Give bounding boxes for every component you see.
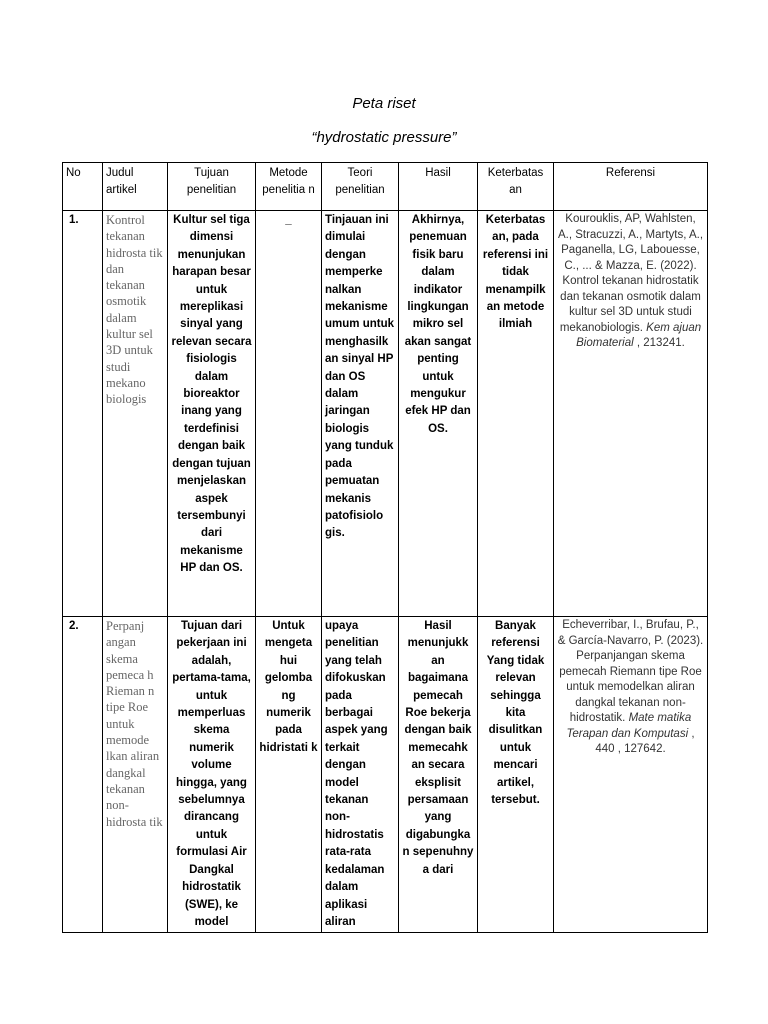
ref-main: Kourouklis, AP, Wahlsten, A., Stracuzzi, A., Martyts, A., Paganella, LG, Labouesse, C., ... & Mazza, E. (2022). Kontrol tekanan hidrostatik dan tekanan osmotik dalam kultur sel 3D untuk studi mekanobiologis. — [557, 213, 704, 334]
cell-keterbatasan: Keterbatas an, pada referensi ini tidak menampilk an metode ilmiah — [478, 211, 554, 617]
cell-metode: Untuk mengeta hui gelomba ng numerik pada hidristati k — [256, 617, 322, 933]
header-tujuan: Tujuan penelitian — [168, 163, 256, 211]
header-no: No — [63, 163, 103, 211]
ref-tail: , 440 , 127642. — [595, 727, 695, 755]
cell-tujuan: Tujuan dari pekerjaan ini adalah, pertama-tama, untuk memperluas skema numerik volume hingga, yang sebelumnya dirancang untuk formulasi Air Dangkal hidrostatik (SWE), ke model — [168, 617, 256, 933]
ref-journal: Mate matika Terapan dan Komputasi — [566, 712, 692, 740]
header-keterbatasan: Keterbatas an — [478, 163, 554, 211]
header-judul: Judul artikel — [103, 163, 168, 211]
cell-hasil: Akhirnya, penemuan fisik baru dalam indikator lingkungan mikro sel akan sangat penting untuk mengukur efek HP dan OS. — [399, 211, 478, 617]
cell-judul: Kontrol tekanan hidrosta tik dan tekanan osmotik dalam kultur sel 3D untuk studi mekano biologis — [103, 211, 168, 617]
table-header-row — [63, 163, 708, 211]
document-title: Peta riset — [352, 95, 416, 112]
cell-teori: Tinjauan ini dimulai dengan memperke nalkan mekanisme umum untuk menghasilk an sinyal HP dan OS dalam jaringan biologis yang tunduk pada pemuatan mekanis patofisiolo gis. — [322, 211, 399, 617]
cell-referensi — [554, 211, 708, 617]
cell-teori: upaya penelitian yang telah difokuskan pada berbagai aspek yang terkait dengan model tekanan non-hidrostatis rata-rata kedalaman dalam aplikasi aliran — [322, 617, 399, 933]
ref-main: Echeverribar, I., Brufau, P., & García-Navarro, P. (2023). Perpanjangan skema pemecah Riemann tipe Roe untuk memodelkan aliran dangkal tekanan non-hidrostatik. — [557, 619, 704, 724]
document-subtitle: “hydrostatic pressure” — [311, 129, 457, 146]
research-map-table — [62, 162, 708, 933]
table-row — [63, 211, 708, 617]
cell-no: 2. — [63, 617, 103, 933]
ref-journal: Kem ajuan Biomaterial — [576, 321, 702, 349]
header-referensi: Referensi — [554, 163, 708, 211]
cell-no: 1. — [63, 211, 103, 617]
cell-metode: _ — [256, 211, 322, 617]
cell-tujuan: Kultur sel tiga dimensi menunjukan harapan besar untuk mereplikasi sinyal yang relevan secara fisiologis dalam bioreaktor inang yang terdefinisi dengan baik dengan tujuan menjelaskan aspek tersembunyi dari mekanisme HP dan OS. — [168, 211, 256, 617]
cell-keterbatasan: Banyak referensi Yang tidak relevan sehingga kita disulitkan untuk mencari artikel, tersebut. — [478, 617, 554, 933]
header-teori: Teori penelitian — [322, 163, 399, 211]
ref-tail: , 213241. — [636, 337, 685, 349]
header-metode: Metode penelitia n — [256, 163, 322, 211]
cell-referensi — [554, 617, 708, 933]
header-hasil: Hasil — [399, 163, 478, 211]
table-row — [63, 617, 708, 933]
cell-judul: Perpanj angan skema pemeca h Rieman n tipe Roe untuk memode lkan aliran dangkal tekanan non-hidrosta tik — [103, 617, 168, 933]
cell-hasil: Hasil menunjukk an bagaimana pemecah Roe bekerja dengan baik memecahk an secara eksplisit persamaan yang digabungka n sepenuhny a dari — [399, 617, 478, 933]
